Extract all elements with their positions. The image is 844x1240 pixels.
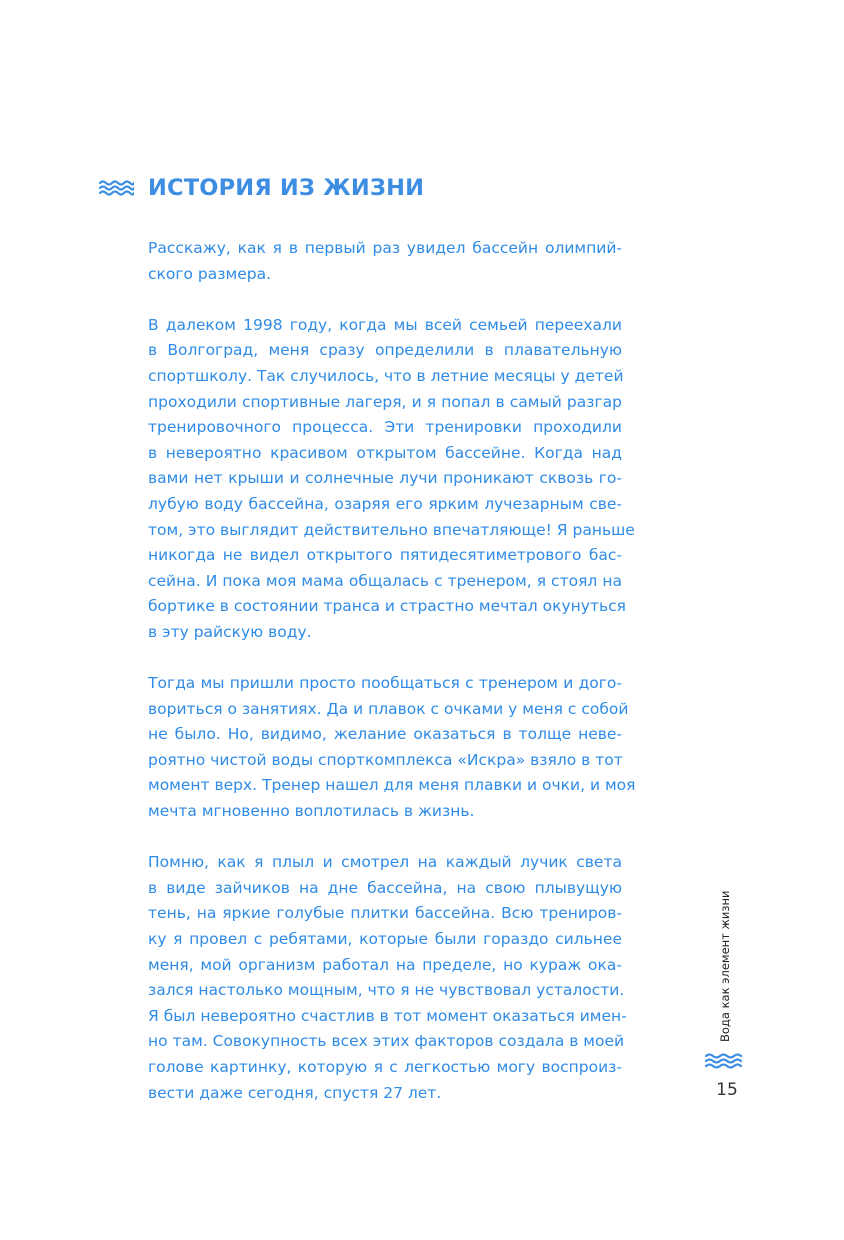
paragraph: [148, 236, 622, 287]
text-line: голове картинку, которую я с легкостью могу воспроиз-: [148, 1058, 622, 1076]
paragraph: [148, 850, 627, 1106]
text-line: Расскажу, как я в первый раз увидел бассейн олимпий-: [148, 239, 622, 257]
text-line: ского размера.: [148, 264, 271, 283]
text-line: проходили спортивные лагеря, и я попал в самый разгар: [148, 392, 622, 411]
text-line: тренировочного процесса. Эти тренировки проходили: [148, 418, 622, 437]
running-title: Вода как элемент жизни: [718, 890, 732, 1042]
text-line: том, это выглядит действительно впечатляюще! Я раньше: [148, 520, 635, 539]
text-line: В далеком 1998 году, когда мы всей семьей переехали: [148, 315, 622, 334]
text-line: в виде зайчиков на дне бассейна, на свою плывущую: [148, 878, 622, 897]
text-line: тень, на яркие голубые плитки бассейна. Всю трениров-: [148, 904, 622, 923]
text-line: бортике в состоянии транса и страстно мечтал окунуться: [148, 597, 626, 616]
paragraph: [148, 671, 636, 825]
waves-icon: [98, 179, 134, 197]
text-line: ку я провел с ребятами, которые были гораздо сильнее: [148, 930, 622, 949]
text-line: мечта мгновенно воплотилась в жизнь.: [148, 802, 475, 821]
section-heading: [98, 172, 424, 204]
text-line: Тогда мы пришли просто пообщаться с тренером и дого-: [148, 674, 622, 693]
text-line: не было. Но, видимо, желание оказаться в толще неве-: [148, 725, 622, 744]
text-line: Помню, как я плыл и смотрел на каждый лучик света: [148, 853, 622, 872]
text-line: сейна. И пока моя мама общалась с тренером, я стоял на: [148, 571, 622, 590]
text-line: роятно чистой воды спорткомплекса «Искра» взяло в тот: [148, 750, 623, 769]
text-line: в эту райскую воду.: [148, 622, 312, 641]
text-line: в Волгоград, меня сразу определили в плавательную: [148, 341, 622, 360]
text-line: вориться о занятиях. Да и плавок с очками у меня с собой: [148, 699, 629, 718]
waves-icon: [704, 1052, 746, 1070]
text-line: никогда не видел открытого пятидесятиметрового бас-: [148, 546, 622, 565]
paragraph: [148, 313, 635, 646]
text-line: но там. Совокупность всех этих факторов создала в моей: [148, 1032, 625, 1051]
text-line: в невероятно красивом открытом бассейне. Когда над: [148, 443, 622, 462]
text-line: вести даже сегодня, спустя 27 лет.: [148, 1083, 442, 1102]
page-number: 15: [716, 1080, 738, 1100]
story-body: [148, 236, 636, 1132]
text-line: Я был невероятно счастлив в тот момент оказаться имен-: [148, 1006, 627, 1025]
section-title: ИСТОРИЯ ИЗ ЖИЗНИ: [148, 175, 425, 201]
text-line: спортшколу. Так случилось, что в летние месяцы у детей: [148, 366, 624, 385]
text-line: момент верх. Тренер нашел для меня плавки и очки, и моя: [148, 776, 636, 795]
text-line: меня, мой организм работал на пределе, но кураж ока-: [148, 955, 622, 974]
text-line: вами нет крыши и солнечные лучи проникают сквозь го-: [148, 469, 622, 488]
text-line: зался настолько мощным, что я не чувствовал усталости.: [148, 981, 625, 1000]
text-line: лубую воду бассейна, озаряя его ярким лучезарным све-: [148, 494, 622, 513]
